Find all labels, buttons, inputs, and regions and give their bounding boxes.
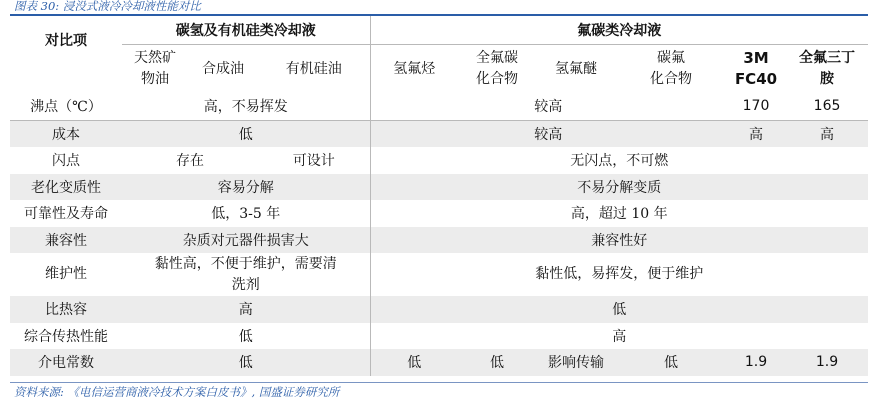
cell-fc40: 1.9 xyxy=(726,349,786,376)
col-perfluorocarbon: 全氟碳 化合物 xyxy=(476,50,519,87)
cell-hydrocarbon: 高，不易挥发 xyxy=(122,93,370,120)
cell-hydrocarbon: 低，3-5 年 xyxy=(211,206,281,223)
col-hfe: 氢氟醚 xyxy=(555,60,598,77)
header-group-fluorocarbon: 氟碳类冷却液 xyxy=(370,16,868,45)
cell-hydrocarbon-b: 可设计 xyxy=(292,153,335,170)
cell-pfta: 165 xyxy=(786,93,868,120)
cell-perfluorocarbon: 低 xyxy=(458,349,536,376)
cell-hydrocarbon: 低 xyxy=(122,349,370,376)
col-natural-mineral-oil: 天然矿 物油 xyxy=(134,50,176,87)
cell-fluorocarbon: 黏性低，易挥发，便于维护 xyxy=(370,253,868,296)
table-row xyxy=(10,227,868,254)
row-label: 兼容性 xyxy=(10,227,122,254)
cell-pfta: 1.9 xyxy=(786,349,868,376)
table-row xyxy=(10,93,868,120)
cell-fc40: 170 xyxy=(726,93,786,120)
comparison-table xyxy=(10,16,868,376)
cell-hfe: 影响传输 xyxy=(536,349,616,376)
cell-fluorocarbon: 无闪点，不可燃 xyxy=(370,147,868,174)
bottom-rule xyxy=(10,382,868,383)
table-row xyxy=(10,120,868,147)
col-fluorocarbon-compound: 碳氟 化合物 xyxy=(650,50,693,87)
cell-hydrocarbon: 高 xyxy=(122,296,370,323)
row-label: 介电常数 xyxy=(10,349,122,376)
cell-hydrocarbon: 容易分解 xyxy=(122,174,370,201)
table-row xyxy=(10,349,868,376)
cell-hydrocarbon-a: 存在 xyxy=(176,153,204,170)
row-label: 闪点 xyxy=(52,153,80,170)
cell-fluorocarbon: 高 xyxy=(370,323,868,350)
row-label: 老化变质性 xyxy=(10,174,122,201)
header-item-label: 对比项 xyxy=(45,33,87,49)
col-hfc: 氢氟烃 xyxy=(370,45,458,94)
figure-caption: 图表 30: 浸没式液冷冷却液性能对比 xyxy=(14,0,201,13)
header-subcolumns xyxy=(10,45,868,94)
table-row xyxy=(10,200,868,227)
source-note: 资料来源: 《电信运营商液冷技术方案白皮书》, 国盛证券研究所 xyxy=(14,385,340,399)
cell-fluorocarbon: 较高 xyxy=(370,120,726,147)
row-label: 比热容 xyxy=(10,296,122,323)
table-row xyxy=(10,296,868,323)
cell-fluorocarbon: 兼容性好 xyxy=(370,227,868,254)
cell-fluorocarbon: 高，超过 10 年 xyxy=(370,200,868,227)
cell-hfc: 低 xyxy=(370,349,458,376)
row-label: 沸点（℃） xyxy=(10,93,122,120)
col-3m-fc40: 3M FC40 xyxy=(734,49,778,88)
row-label: 成本 xyxy=(10,120,122,147)
table-row xyxy=(10,323,868,350)
cell-fc40: 高 xyxy=(726,120,786,147)
cell-hydrocarbon: 低 xyxy=(122,120,370,147)
cell-fluorocarbon: 不易分解变质 xyxy=(370,174,868,201)
col-perfluorotributylamine: 全氟三丁 胺 xyxy=(799,50,856,87)
row-label: 综合传热性能 xyxy=(24,328,108,345)
cell-fluorocarbon-compound: 低 xyxy=(616,349,726,376)
cell-hydrocarbon: 低 xyxy=(238,328,253,345)
table-row xyxy=(10,253,868,296)
cell-fluorocarbon: 低 xyxy=(370,296,868,323)
table-row xyxy=(10,147,868,174)
col-silicone-oil: 有机硅油 xyxy=(285,60,342,77)
cell-fluorocarbon: 较高 xyxy=(370,93,726,120)
cell-pfta: 高 xyxy=(786,120,868,147)
table-row xyxy=(10,174,868,201)
row-label: 可靠性及寿命 xyxy=(24,206,108,223)
cell-hydrocarbon: 杂质对元器件损害大 xyxy=(122,227,370,254)
row-label: 维护性 xyxy=(45,266,87,282)
col-synthetic-oil: 合成油 xyxy=(202,60,244,77)
cell-hydrocarbon: 黏性高，不便于维护，需要清 洗剂 xyxy=(154,255,337,293)
header-group-hydrocarbon: 碳氢及有机硅类冷却液 xyxy=(122,16,370,45)
